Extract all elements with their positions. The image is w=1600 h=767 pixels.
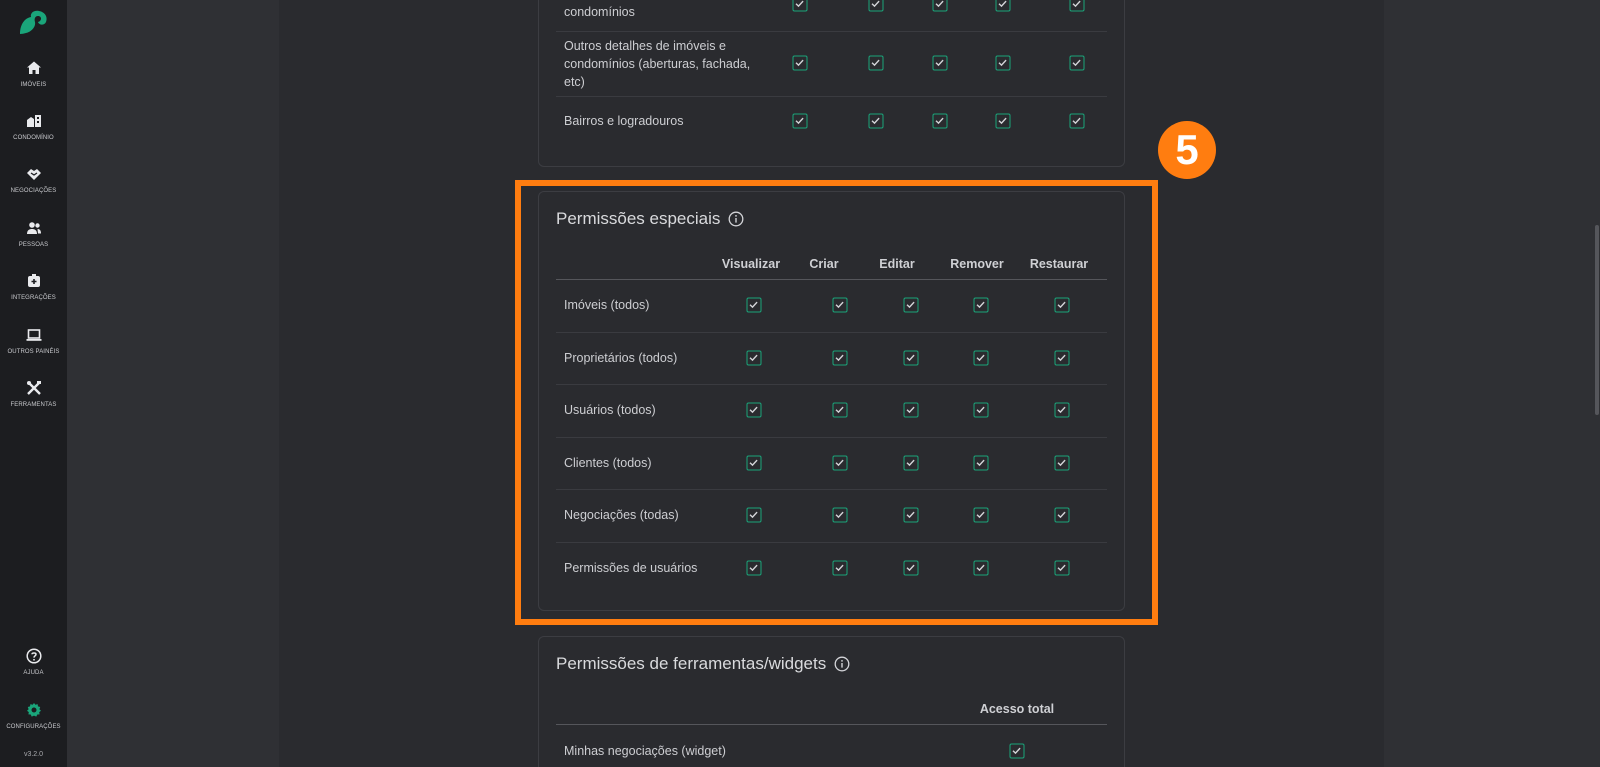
permission-checkbox[interactable]	[747, 455, 762, 470]
permission-checkbox[interactable]	[904, 560, 919, 575]
sidebar-item-negociacoes[interactable]	[0, 166, 67, 194]
permission-checkbox[interactable]	[1055, 350, 1070, 365]
permission-checkbox[interactable]	[996, 0, 1011, 12]
tool-permissions-card	[538, 636, 1125, 767]
permission-checkbox[interactable]	[833, 298, 848, 313]
column-header: Visualizar	[721, 257, 781, 271]
row-label: Usuários (todos)	[564, 403, 656, 417]
sidebar-item-label: INTEGRAÇÕES	[11, 295, 56, 301]
sidebar-item-ajuda[interactable]	[0, 648, 67, 676]
help-icon	[26, 648, 42, 664]
permission-checkbox[interactable]	[974, 455, 989, 470]
permission-checkbox[interactable]	[974, 560, 989, 575]
info-icon[interactable]	[834, 656, 850, 672]
table-row	[556, 97, 1107, 147]
sidebar-item-label: FERRAMENTAS	[10, 402, 57, 408]
table-row	[556, 438, 1107, 491]
permission-checkbox[interactable]	[996, 114, 1011, 129]
sidebar-item-label: CONFIGURAÇÕES	[6, 724, 61, 730]
permission-checkbox[interactable]	[869, 56, 884, 71]
row-label: Permissões de usuários	[564, 560, 698, 575]
permission-checkbox[interactable]	[833, 350, 848, 365]
permission-checkbox[interactable]	[1055, 560, 1070, 575]
special-permissions-card	[538, 191, 1125, 611]
app-version: v3.2.0	[23, 751, 44, 758]
row-label: Imóveis (todos)	[564, 298, 650, 312]
permissions-card-top	[538, 0, 1125, 167]
table-row	[556, 385, 1107, 438]
permission-checkbox[interactable]	[747, 403, 762, 418]
column-header: Restaurar	[1029, 257, 1089, 271]
permission-checkbox[interactable]	[933, 0, 948, 12]
sidebar-item-imoveis[interactable]	[0, 60, 67, 88]
column-header: Editar	[879, 257, 915, 271]
row-label: Proprietários (todos)	[564, 350, 678, 365]
integration-icon	[26, 273, 42, 289]
column-header: Acesso total	[979, 702, 1055, 716]
permission-checkbox[interactable]	[1010, 744, 1025, 759]
table-row	[556, 725, 1107, 767]
permission-checkbox[interactable]	[833, 560, 848, 575]
permission-checkbox[interactable]	[1055, 455, 1070, 470]
laptop-icon	[26, 327, 42, 343]
sidebar-item-integracoes[interactable]	[0, 273, 67, 301]
permission-checkbox[interactable]	[1070, 0, 1085, 12]
permission-checkbox[interactable]	[974, 508, 989, 523]
step-badge: 5	[1158, 121, 1216, 179]
column-header: Criar	[809, 257, 839, 271]
permission-checkbox[interactable]	[1055, 403, 1070, 418]
permission-checkbox[interactable]	[793, 0, 808, 12]
sidebar-item-label: AJUDA	[23, 670, 44, 676]
permission-checkbox[interactable]	[747, 350, 762, 365]
row-label: Outros detalhes de imóveis e condomínios (aberturas, fachada, etc)	[564, 39, 751, 89]
row-label: condomínios	[564, 5, 635, 19]
section-title: Permissões especiais	[556, 209, 721, 228]
table-row	[556, 0, 1107, 32]
permission-checkbox[interactable]	[1055, 298, 1070, 313]
permission-checkbox[interactable]	[904, 508, 919, 523]
permission-checkbox[interactable]	[869, 0, 884, 12]
sidebar	[0, 0, 67, 767]
row-label: Negociações (todas)	[564, 508, 679, 522]
sidebar-item-label: PESSOAS	[18, 242, 49, 248]
permission-checkbox[interactable]	[974, 298, 989, 313]
permission-checkbox[interactable]	[933, 56, 948, 71]
permission-checkbox[interactable]	[904, 455, 919, 470]
right-gutter	[1384, 0, 1600, 767]
building-icon	[26, 113, 42, 129]
info-icon[interactable]	[728, 211, 744, 227]
app-logo[interactable]	[17, 8, 49, 36]
permission-checkbox[interactable]	[747, 298, 762, 313]
table-row	[556, 490, 1107, 543]
sidebar-item-outros-paineis[interactable]	[0, 327, 67, 355]
sidebar-item-label: NEGOCIAÇÕES	[10, 188, 57, 194]
permission-checkbox[interactable]	[996, 56, 1011, 71]
permission-checkbox[interactable]	[904, 298, 919, 313]
permission-checkbox[interactable]	[833, 508, 848, 523]
left-gutter	[67, 0, 279, 767]
gear-icon	[26, 702, 42, 718]
sidebar-item-label: OUTROS PAINÉIS	[7, 349, 60, 355]
permission-checkbox[interactable]	[793, 56, 808, 71]
table-row	[556, 543, 1107, 596]
table-row	[556, 333, 1107, 386]
permission-checkbox[interactable]	[1070, 114, 1085, 129]
row-label: Minhas negociações (widget)	[564, 744, 726, 758]
row-label: Bairros e logradouros	[564, 114, 684, 128]
permission-checkbox[interactable]	[904, 403, 919, 418]
sidebar-item-pessoas[interactable]	[0, 220, 67, 248]
scrollbar[interactable]	[1594, 0, 1600, 767]
sidebar-item-configuracoes[interactable]	[0, 702, 67, 730]
people-icon	[26, 220, 42, 236]
permission-checkbox[interactable]	[1070, 56, 1085, 71]
handshake-icon	[26, 166, 42, 182]
permission-checkbox[interactable]	[869, 114, 884, 129]
sidebar-item-condominio[interactable]	[0, 113, 67, 141]
permission-checkbox[interactable]	[747, 508, 762, 523]
column-header: Remover	[950, 257, 1004, 271]
permission-checkbox[interactable]	[833, 455, 848, 470]
permission-checkbox[interactable]	[747, 560, 762, 575]
permission-checkbox[interactable]	[904, 350, 919, 365]
sidebar-item-label: IMÓVEIS	[20, 82, 47, 88]
table-row	[556, 32, 1107, 97]
card-title	[556, 209, 744, 229]
sidebar-item-ferramentas[interactable]	[0, 380, 67, 408]
sidebar-item-label: CONDOMÍNIO	[13, 135, 54, 141]
permission-checkbox[interactable]	[1055, 508, 1070, 523]
permission-checkbox[interactable]	[974, 350, 989, 365]
row-label: Clientes (todos)	[564, 455, 652, 470]
card-title	[556, 654, 850, 674]
permission-checkbox[interactable]	[793, 114, 808, 129]
home-icon	[26, 60, 42, 76]
section-title: Permissões de ferramentas/widgets	[556, 654, 827, 673]
table-row	[556, 280, 1107, 333]
scrollbar-thumb[interactable]	[1595, 225, 1599, 415]
permission-checkbox[interactable]	[833, 403, 848, 418]
permission-checkbox[interactable]	[974, 403, 989, 418]
permission-checkbox[interactable]	[933, 114, 948, 129]
tools-icon	[26, 380, 42, 396]
